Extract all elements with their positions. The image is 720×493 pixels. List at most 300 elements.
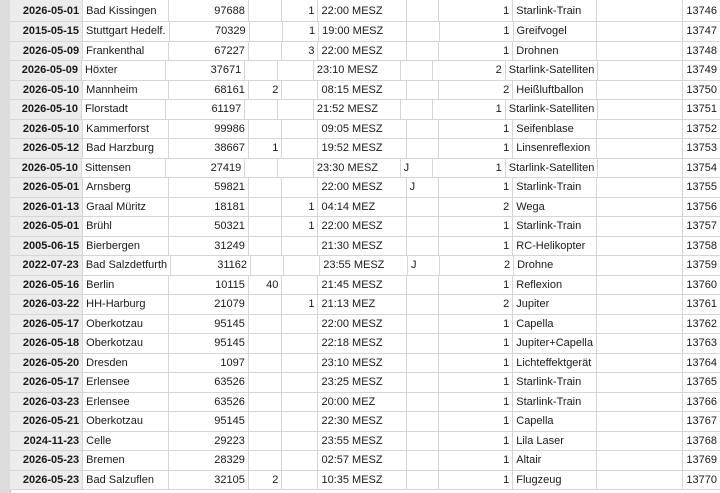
count-n-cell[interactable]: 2	[439, 295, 513, 314]
postal-code-cell[interactable]: 99986	[169, 120, 249, 139]
postal-code-cell[interactable]: 10115	[169, 276, 249, 295]
count-b-cell[interactable]	[282, 373, 318, 392]
place-cell[interactable]: Sittensen	[82, 159, 166, 178]
empty-cell[interactable]	[598, 100, 683, 119]
date-cell[interactable]: 2026-05-21	[10, 412, 83, 431]
id-cell[interactable]: 13749	[686, 64, 717, 76]
object-cell[interactable]: Jupiter+Capella	[513, 334, 597, 353]
date-cell[interactable]: 2026-03-23	[10, 393, 83, 412]
id-cell[interactable]: 13746	[686, 5, 717, 17]
count-a-cell[interactable]: 2	[249, 471, 282, 490]
count-a-cell[interactable]	[249, 354, 282, 373]
table-row	[10, 354, 720, 374]
place-cell[interactable]: Dresden	[83, 354, 169, 373]
count-a-cell[interactable]	[249, 198, 282, 217]
empty-cell[interactable]	[598, 61, 683, 80]
place-cell[interactable]: HH-Harburg	[83, 295, 169, 314]
count-a-cell[interactable]	[249, 334, 282, 353]
count-b-cell[interactable]	[282, 139, 318, 158]
count-b-cell[interactable]: 1	[282, 217, 318, 236]
table-row	[10, 198, 720, 218]
flag-cell[interactable]	[407, 237, 440, 256]
count-b-cell[interactable]	[282, 432, 318, 451]
postal-code-cell[interactable]: 27419	[166, 159, 245, 178]
empty-cell[interactable]	[597, 120, 683, 139]
postal-code-cell[interactable]: 63526	[169, 393, 249, 412]
postal-code-cell[interactable]: 97688	[169, 0, 249, 21]
time-cell[interactable]: 23:55 MESZ	[320, 256, 408, 275]
table-row	[10, 256, 720, 276]
id-cell[interactable]: 13752	[686, 122, 717, 135]
table-row	[10, 412, 720, 432]
id-cell[interactable]: 13747	[686, 25, 717, 37]
table-row	[10, 334, 720, 354]
count-n-cell[interactable]: 2	[433, 61, 506, 80]
table-row	[10, 451, 720, 471]
count-n-cell[interactable]: 2	[440, 256, 514, 275]
date-cell[interactable]: 2026-05-16	[10, 276, 83, 295]
count-n-cell[interactable]: 1	[439, 451, 513, 470]
date-cell[interactable]: 2022-07-23	[10, 256, 83, 275]
object-cell[interactable]: Starlink-Train	[513, 393, 597, 412]
time-cell[interactable]: 23:10 MESZ	[314, 61, 401, 80]
place-cell[interactable]: Erlensee	[83, 393, 169, 412]
empty-cell[interactable]	[597, 256, 683, 275]
empty-cell[interactable]	[597, 276, 683, 295]
count-n-cell[interactable]: 1	[433, 100, 506, 119]
time-cell[interactable]: 22:30 MESZ	[318, 412, 406, 431]
time-cell[interactable]: 21:45 MESZ	[318, 276, 406, 295]
time-cell[interactable]: 23:25 MESZ	[318, 373, 406, 392]
count-n-cell[interactable]: 1	[440, 22, 514, 41]
id-cell[interactable]: 13763	[686, 337, 717, 349]
count-a-cell[interactable]	[249, 237, 282, 256]
count-b-cell[interactable]	[282, 412, 318, 431]
place-cell[interactable]: Stuttgart Hedelf.	[83, 22, 170, 41]
place-cell[interactable]: Arnsberg	[83, 178, 169, 197]
object-cell[interactable]: Lichteffektgerät	[513, 354, 597, 373]
postal-code-cell[interactable]: 38667	[169, 139, 249, 158]
place-cell[interactable]: Erlensee	[83, 373, 169, 392]
id-cell[interactable]: 13751	[686, 103, 717, 115]
count-b-cell[interactable]	[278, 61, 314, 80]
date-cell[interactable]: 2026-05-10	[10, 159, 82, 178]
empty-cell[interactable]	[597, 412, 683, 431]
flag-cell[interactable]	[407, 354, 440, 373]
place-cell[interactable]: Bierbergen	[83, 237, 169, 256]
time-cell[interactable]: 04:14 MEZ	[318, 198, 406, 217]
count-b-cell[interactable]	[282, 81, 318, 100]
count-n-cell[interactable]: 1	[439, 120, 513, 139]
flag-cell[interactable]	[407, 217, 440, 236]
time-cell[interactable]: 22:00 MESZ	[318, 315, 406, 334]
count-a-cell[interactable]	[245, 100, 278, 119]
id-cell[interactable]: 13750	[686, 83, 717, 96]
empty-cell[interactable]	[597, 139, 683, 158]
flag-cell[interactable]	[407, 373, 440, 392]
flag-cell[interactable]	[407, 81, 440, 100]
place-cell[interactable]: Berlin	[83, 276, 169, 295]
time-cell[interactable]: 22:00 MESZ	[318, 0, 406, 21]
date-cell[interactable]: 2026-05-10	[10, 81, 83, 100]
count-n-cell[interactable]: 1	[439, 42, 513, 61]
count-n-cell[interactable]: 2	[439, 198, 513, 217]
count-n-cell[interactable]: 1	[439, 237, 513, 256]
count-b-cell[interactable]	[284, 256, 320, 275]
postal-code-cell[interactable]: 63526	[169, 373, 249, 392]
place-cell[interactable]: Frankenthal	[83, 42, 169, 61]
id-cell[interactable]: 13770	[686, 473, 717, 486]
count-b-cell[interactable]	[282, 237, 318, 256]
count-b-cell[interactable]	[282, 276, 318, 295]
time-cell[interactable]: 19:52 MESZ	[318, 139, 406, 158]
count-b-cell[interactable]	[282, 120, 318, 139]
id-cell[interactable]: 13759	[686, 259, 717, 271]
date-cell[interactable]: 2026-05-01	[10, 178, 83, 197]
empty-cell[interactable]	[597, 217, 683, 236]
time-cell[interactable]: 22:00 MESZ	[318, 42, 406, 61]
count-b-cell[interactable]	[282, 393, 318, 412]
id-cell[interactable]: 13769	[686, 454, 717, 466]
count-n-cell[interactable]: 1	[433, 159, 506, 178]
id-cell[interactable]: 13757	[686, 220, 717, 232]
table-row	[10, 178, 720, 198]
count-n-cell[interactable]: 1	[439, 0, 513, 21]
count-b-cell[interactable]: 1	[282, 198, 318, 217]
count-a-cell[interactable]	[249, 373, 282, 392]
count-a-cell[interactable]	[249, 295, 282, 314]
count-b-cell[interactable]	[278, 100, 314, 119]
time-cell[interactable]: 08:15 MESZ	[318, 81, 406, 100]
empty-cell[interactable]	[597, 393, 683, 412]
empty-cell[interactable]	[597, 42, 683, 61]
time-cell[interactable]: 23:30 MESZ	[314, 159, 401, 178]
table-row	[10, 432, 720, 452]
object-cell[interactable]: Drohnen	[513, 42, 597, 61]
empty-cell[interactable]	[598, 159, 683, 178]
id-cell[interactable]: 13753	[686, 142, 717, 154]
count-n-cell[interactable]: 1	[439, 471, 513, 490]
date-cell[interactable]: 2026-05-10	[10, 100, 82, 119]
date-cell[interactable]: 2026-05-10	[10, 120, 83, 139]
count-n-cell[interactable]: 1	[439, 432, 513, 451]
flag-cell[interactable]	[407, 22, 440, 41]
object-cell[interactable]: Starlink-Satelliten	[506, 100, 599, 119]
place-cell[interactable]: Brühl	[83, 217, 169, 236]
id-cell[interactable]: 13754	[686, 161, 717, 174]
object-cell[interactable]: Linsenreflexion	[513, 139, 597, 158]
id-cell[interactable]: 13764	[686, 356, 717, 369]
count-a-cell[interactable]	[249, 120, 282, 139]
date-cell[interactable]: 2026-05-20	[10, 354, 83, 373]
count-n-cell[interactable]: 1	[439, 412, 513, 431]
object-cell[interactable]: Greifvogel	[514, 22, 598, 41]
place-cell[interactable]: Florstadt	[82, 100, 166, 119]
count-a-cell[interactable]	[249, 432, 282, 451]
count-b-cell[interactable]	[282, 354, 318, 373]
flag-cell[interactable]: J	[401, 159, 433, 178]
postal-code-cell[interactable]: 59821	[169, 178, 249, 197]
count-b-cell[interactable]	[282, 178, 318, 197]
date-cell[interactable]: 2026-05-12	[10, 139, 83, 158]
empty-cell[interactable]	[597, 432, 683, 451]
count-b-cell[interactable]	[282, 471, 318, 490]
empty-cell[interactable]	[597, 471, 683, 490]
table-row	[10, 373, 720, 393]
table-row	[10, 295, 720, 315]
id-cell[interactable]: 13748	[686, 44, 717, 57]
object-cell[interactable]: Flugzeug	[513, 471, 597, 490]
time-cell[interactable]: 20:00 MEZ	[318, 393, 406, 412]
place-cell[interactable]: Höxter	[82, 61, 166, 80]
date-cell[interactable]: 2024-11-23	[10, 432, 83, 451]
table-row	[10, 22, 720, 42]
object-cell[interactable]: Reflexion	[513, 276, 597, 295]
object-cell[interactable]: Drohne	[514, 256, 597, 275]
place-cell[interactable]: Oberkotzau	[83, 412, 169, 431]
flag-cell[interactable]	[407, 139, 440, 158]
count-n-cell[interactable]: 1	[439, 393, 513, 412]
object-cell[interactable]: Wega	[513, 198, 597, 217]
empty-cell[interactable]	[597, 237, 683, 256]
count-b-cell[interactable]: 1	[282, 295, 318, 314]
object-cell[interactable]: Starlink-Train	[513, 373, 597, 392]
time-cell[interactable]: 09:05 MESZ	[318, 120, 406, 139]
postal-code-cell[interactable]: 21079	[169, 295, 249, 314]
table-row	[10, 217, 720, 237]
count-b-cell[interactable]: 1	[283, 22, 319, 41]
place-cell[interactable]: Bremen	[83, 451, 169, 470]
count-b-cell[interactable]: 1	[282, 0, 318, 21]
table-row	[10, 100, 720, 120]
postal-code-cell[interactable]: 31162	[171, 256, 251, 275]
flag-cell[interactable]	[407, 0, 440, 21]
time-cell[interactable]: 19:00 MESZ	[319, 22, 407, 41]
flag-cell[interactable]	[407, 198, 440, 217]
id-cell[interactable]: 13765	[686, 376, 717, 388]
id-cell[interactable]: 13755	[686, 181, 717, 193]
object-cell[interactable]: Capella	[513, 315, 597, 334]
id-cell[interactable]: 13760	[686, 278, 717, 291]
place-cell[interactable]: Graal Müritz	[83, 198, 169, 217]
object-cell[interactable]: Seifenblase	[513, 120, 597, 139]
date-cell[interactable]: 2026-01-13	[10, 198, 83, 217]
empty-cell[interactable]	[597, 334, 683, 353]
flag-cell[interactable]	[407, 334, 440, 353]
date-cell[interactable]: 2015-05-15	[10, 22, 83, 41]
empty-cell[interactable]	[597, 295, 683, 314]
id-cell[interactable]: 13761	[686, 298, 717, 310]
object-cell[interactable]: Capella	[513, 412, 597, 431]
flag-cell[interactable]: J	[408, 256, 440, 275]
postal-code-cell[interactable]: 31249	[169, 237, 249, 256]
date-cell[interactable]: 2026-05-01	[10, 217, 83, 236]
place-cell[interactable]: Bad Harzburg	[83, 139, 169, 158]
date-cell[interactable]: 2026-05-01	[10, 0, 83, 21]
id-cell[interactable]: 13756	[686, 200, 717, 213]
table-row	[10, 315, 720, 335]
object-cell[interactable]: Lila Laser	[513, 432, 597, 451]
date-cell[interactable]: 2026-05-23	[10, 471, 83, 490]
time-cell[interactable]: 21:52 MESZ	[314, 100, 401, 119]
count-a-cell[interactable]	[249, 178, 282, 197]
table-row	[10, 276, 720, 296]
flag-cell[interactable]	[407, 432, 440, 451]
place-cell[interactable]: Celle	[83, 432, 169, 451]
object-cell[interactable]: Heißluftballon	[513, 81, 597, 100]
date-cell[interactable]: 2026-05-17	[10, 315, 83, 334]
count-n-cell[interactable]: 1	[439, 178, 513, 197]
time-cell[interactable]: 21:13 MEZ	[318, 295, 406, 314]
date-cell[interactable]: 2026-05-17	[10, 373, 83, 392]
flag-cell[interactable]	[407, 276, 440, 295]
count-a-cell[interactable]	[245, 61, 278, 80]
count-n-cell[interactable]: 1	[439, 373, 513, 392]
postal-code-cell[interactable]: 1097	[169, 354, 249, 373]
count-a-cell[interactable]: 2	[249, 81, 282, 100]
count-a-cell[interactable]: 40	[249, 276, 282, 295]
place-cell[interactable]: Oberkotzau	[83, 315, 169, 334]
count-a-cell[interactable]	[250, 22, 283, 41]
count-n-cell[interactable]: 1	[439, 354, 513, 373]
date-cell[interactable]: 2026-05-23	[10, 451, 83, 470]
count-a-cell[interactable]	[249, 412, 282, 431]
count-b-cell[interactable]	[278, 159, 314, 178]
empty-cell[interactable]	[597, 81, 683, 100]
count-a-cell[interactable]: 1	[249, 139, 282, 158]
place-cell[interactable]: Bad Kissingen	[83, 0, 169, 21]
empty-cell[interactable]	[597, 354, 683, 373]
flag-cell[interactable]	[407, 412, 440, 431]
flag-cell[interactable]	[407, 295, 440, 314]
count-a-cell[interactable]	[249, 451, 282, 470]
empty-cell[interactable]	[597, 178, 683, 197]
object-cell[interactable]: Jupiter	[513, 295, 597, 314]
flag-cell[interactable]	[407, 315, 440, 334]
date-cell[interactable]: 2005-06-15	[10, 237, 83, 256]
flag-cell[interactable]	[401, 61, 433, 80]
id-cell[interactable]: 13767	[686, 415, 717, 427]
postal-code-cell[interactable]: 32105	[169, 471, 249, 490]
id-cell[interactable]: 13768	[686, 434, 717, 447]
date-cell[interactable]: 2026-05-09	[10, 42, 83, 61]
time-cell[interactable]: 10:35 MESZ	[318, 471, 406, 490]
id-cell[interactable]: 13766	[686, 395, 717, 408]
count-n-cell[interactable]: 1	[439, 315, 513, 334]
postal-code-cell[interactable]: 67227	[169, 42, 249, 61]
count-n-cell[interactable]: 2	[439, 81, 513, 100]
flag-cell[interactable]	[407, 42, 440, 61]
time-cell[interactable]: 23:10 MESZ	[318, 354, 406, 373]
object-cell[interactable]: Starlink-Train	[513, 0, 597, 21]
table-row	[10, 120, 720, 140]
date-cell[interactable]: 2026-03-22	[10, 295, 83, 314]
postal-code-cell[interactable]: 95145	[169, 412, 249, 431]
spreadsheet-grid	[10, 0, 720, 490]
count-a-cell[interactable]	[249, 217, 282, 236]
flag-cell[interactable]	[407, 120, 440, 139]
table-row	[10, 237, 720, 257]
id-cell[interactable]: 13762	[686, 317, 717, 330]
count-a-cell[interactable]	[249, 42, 282, 61]
count-b-cell[interactable]	[282, 451, 318, 470]
postal-code-cell[interactable]: 50321	[169, 217, 249, 236]
empty-cell[interactable]	[597, 0, 683, 21]
count-n-cell[interactable]: 1	[439, 334, 513, 353]
count-a-cell[interactable]	[251, 256, 284, 275]
object-cell[interactable]: Starlink-Satelliten	[506, 61, 599, 80]
count-a-cell[interactable]	[249, 0, 282, 21]
date-cell[interactable]: 2026-05-18	[10, 334, 83, 353]
flag-cell[interactable]	[407, 471, 440, 490]
place-cell[interactable]: Mannheim	[83, 81, 169, 100]
flag-cell[interactable]	[407, 393, 440, 412]
count-n-cell[interactable]: 1	[439, 217, 513, 236]
table-row	[10, 159, 720, 179]
time-cell[interactable]: 22:00 MESZ	[318, 217, 406, 236]
postal-code-cell[interactable]: 18181	[169, 198, 249, 217]
object-cell[interactable]: Starlink-Satelliten	[506, 159, 599, 178]
postal-code-cell[interactable]: 95145	[169, 334, 249, 353]
table-row	[10, 139, 720, 159]
table-row	[10, 61, 720, 81]
empty-cell[interactable]	[597, 451, 683, 470]
place-cell[interactable]: Bad Salzdetfurth	[83, 256, 171, 275]
time-cell[interactable]: 22:18 MESZ	[318, 334, 406, 353]
place-cell[interactable]: Bad Salzuflen	[83, 471, 169, 490]
count-a-cell[interactable]	[245, 159, 278, 178]
object-cell[interactable]: Starlink-Train	[513, 217, 597, 236]
count-b-cell[interactable]	[282, 334, 318, 353]
postal-code-cell[interactable]: 70329	[170, 22, 250, 41]
place-cell[interactable]: Oberkotzau	[83, 334, 169, 353]
time-cell[interactable]: 22:00 MESZ	[318, 178, 406, 197]
flag-cell[interactable]	[401, 100, 433, 119]
object-cell[interactable]: Starlink-Train	[513, 178, 597, 197]
table-row	[10, 81, 720, 101]
table-row	[10, 42, 720, 62]
count-n-cell[interactable]: 1	[439, 276, 513, 295]
time-cell[interactable]: 02:57 MESZ	[318, 451, 406, 470]
time-cell[interactable]: 21:30 MESZ	[318, 237, 406, 256]
object-cell[interactable]: Altair	[513, 451, 597, 470]
empty-cell[interactable]	[597, 22, 683, 41]
postal-code-cell[interactable]: 95145	[169, 315, 249, 334]
empty-cell[interactable]	[597, 198, 683, 217]
empty-cell[interactable]	[597, 373, 683, 392]
postal-code-cell[interactable]: 37671	[166, 61, 245, 80]
count-b-cell[interactable]	[282, 315, 318, 334]
time-cell[interactable]: 23:55 MESZ	[318, 432, 406, 451]
place-cell[interactable]: Kammerforst	[83, 120, 169, 139]
postal-code-cell[interactable]: 68161	[169, 81, 249, 100]
object-cell[interactable]: RC-Helikopter	[513, 237, 597, 256]
count-a-cell[interactable]	[249, 393, 282, 412]
table-row	[10, 471, 720, 491]
postal-code-cell[interactable]: 29223	[169, 432, 249, 451]
flag-cell[interactable]	[407, 451, 440, 470]
postal-code-cell[interactable]: 28329	[169, 451, 249, 470]
empty-cell[interactable]	[597, 315, 683, 334]
count-b-cell[interactable]: 3	[282, 42, 318, 61]
count-a-cell[interactable]	[249, 315, 282, 334]
date-cell[interactable]: 2026-05-09	[10, 61, 82, 80]
flag-cell[interactable]: J	[407, 178, 440, 197]
id-cell[interactable]: 13758	[686, 239, 717, 252]
count-n-cell[interactable]: 1	[439, 139, 513, 158]
table-row	[10, 0, 720, 22]
postal-code-cell[interactable]: 61197	[166, 100, 245, 119]
